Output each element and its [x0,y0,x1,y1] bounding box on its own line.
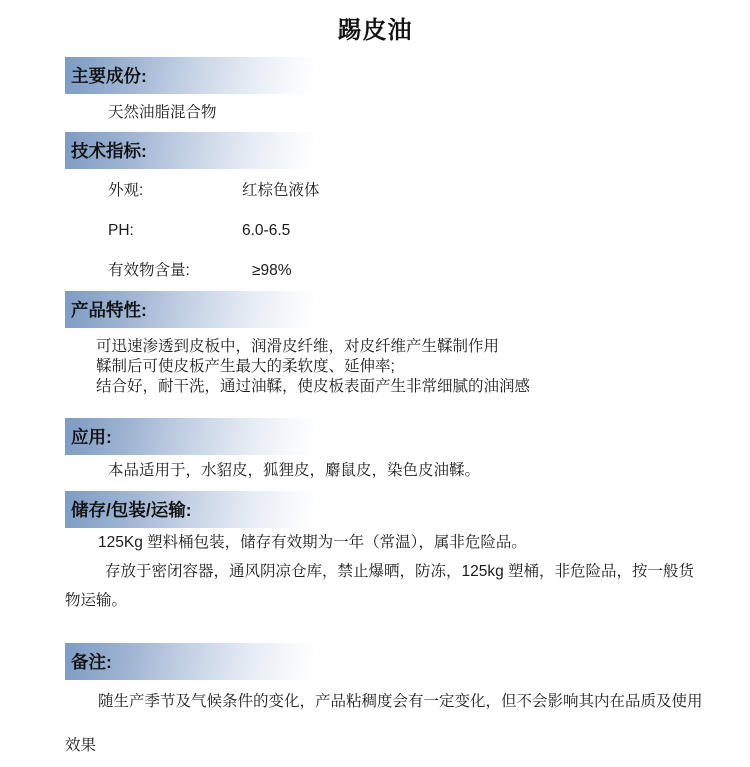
section-header-storage [65,491,313,528]
spec-label-appearance: 外观: [108,182,144,199]
section-header-features [65,291,313,328]
spec-row-active-content [108,262,750,279]
page-title: 踢皮油 [337,17,413,44]
storage-transport-line-1: 存放于密闭容器，通风阴凉仓库，禁止爆晒，防冻，125kg 塑桶，非危险品，按一般货 [105,563,695,580]
storage-transport-line-2: 物运输。 [65,592,128,609]
features-list [96,337,750,397]
spec-table [108,182,750,279]
feature-line-3: 结合好，耐干洗，通过油鞣，使皮板表面产生非常细腻的油润感 [96,378,531,395]
section-header-features-label: 产品特性: [71,300,147,320]
section-header-application-label: 应用: [71,427,112,447]
application-body: 本品适用于，水貂皮，狐狸皮，麝鼠皮，染色皮油鞣。 [108,462,481,479]
spec-row-ph [108,222,750,239]
section-header-storage-label: 储存/包装/运输: [71,500,192,520]
remark-line-2: 效果 [65,737,97,754]
section-header-ingredients-label: 主要成份: [71,66,147,86]
section-header-ingredients [65,57,313,94]
section-header-specs [65,132,313,169]
remark-line-1: 随生产季节及气候条件的变化，产品粘稠度会有一定变化，但不会影响其内在品质及使用 [98,693,703,710]
spec-label-ph: PH: [108,222,134,239]
spec-row-appearance [108,182,750,199]
section-header-application [65,418,313,455]
spec-value-appearance: 红棕色液体 [242,182,320,199]
ingredients-body: 天然油脂混合物 [108,104,217,121]
spec-value-active-content: ≥98% [252,262,292,279]
feature-line-1: 可迅速渗透到皮板中，润滑皮纤维，对皮纤维产生鞣制作用 [96,338,500,355]
spec-label-active-content: 有效物含量: [108,262,190,279]
feature-line-2: 鞣制后可使皮板产生最大的柔软度、延伸率; [96,358,395,375]
section-header-specs-label: 技术指标: [71,141,147,161]
storage-packing-line: 125Kg 塑料桶包装，储存有效期为一年（常温），属非危险品。 [98,534,527,551]
section-header-remark-label: 备注: [71,652,112,672]
spec-value-ph: 6.0-6.5 [242,222,291,239]
section-header-remark [65,643,313,680]
